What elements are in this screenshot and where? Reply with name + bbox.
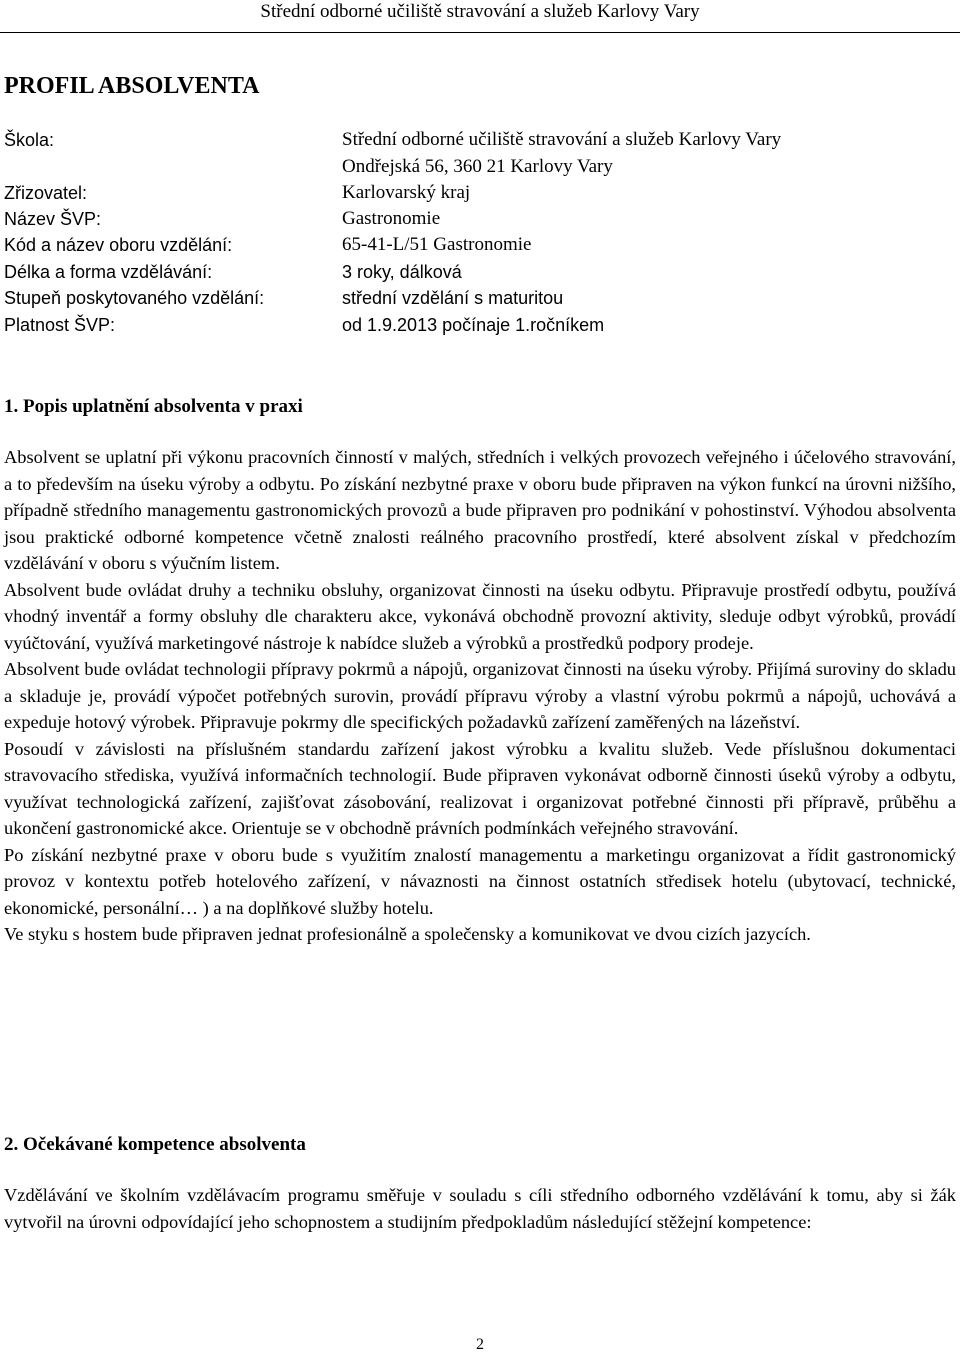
section-2-body (4, 1182, 956, 1235)
founder-label: Zřizovatel: (4, 183, 88, 203)
field-value: 65-41-L/51 Gastronomie (342, 234, 532, 255)
section-1-heading: 1. Popis uplatnění absolventa v praxi (4, 396, 303, 417)
validity-value: od 1.9.2013 počínaje 1.ročníkem (342, 315, 605, 335)
section-2-heading: 2. Očekávané kompetence absolventa (4, 1134, 306, 1155)
profile-row-school (4, 127, 954, 153)
profile-row-founder (4, 180, 954, 206)
duration-value: 3 roky, dálková (342, 262, 462, 282)
duration-label: Délka a forma vzdělávání: (4, 262, 213, 282)
document-title: PROFIL ABSOLVENTA (4, 73, 260, 99)
level-label: Stupeň poskytovaného vzdělání: (4, 288, 265, 308)
profile-row-level (4, 285, 954, 311)
section-1-paragraph: Ve styku s hostem bude připraven jednat profesionálně a společensky a komunikovat ve dvou cizích jazycích. (4, 924, 811, 944)
school-label: Škola: (4, 130, 55, 150)
page-number: 2 (476, 1336, 484, 1353)
svp-name-label: Název ŠVP: (4, 209, 102, 229)
section-1-paragraph: Absolvent bude ovládat technologii přípravy pokrmů a nápojů, organizovat činnosti na úseku výroby. Přijímá suroviny do skladu a skladuje je, provádí výpočet potřebných surovin, provádí přípravu výroby a vlastní výrobu pokrmů a nápojů, uchovává a expeduje hotový výrobek. Připravuje pokrmy dle specifických požadavků zařízení zaměřených na lázeňství. (4, 659, 956, 732)
svp-name-value: Gastronomie (342, 208, 441, 229)
validity-label: Platnost ŠVP: (4, 315, 116, 335)
profile-row-field (4, 232, 954, 258)
address-value: Ondřejská 56, 360 21 Karlovy Vary (342, 156, 613, 177)
section-2-paragraph: Vzdělávání ve školním vzdělávacím programu směřuje v souladu s cíli středního odborného vzdělávání k tomu, aby si žák vytvořil na úrovni odpovídající jeho schopnostem a studijním předpokladům následující stěžejní kompetence: (4, 1185, 956, 1232)
school-value: Střední odborné učiliště stravování a služeb Karlovy Vary (342, 129, 782, 150)
profile-row-duration (4, 259, 954, 285)
field-label: Kód a název oboru vzdělání: (4, 235, 233, 255)
profile-row-address (4, 154, 954, 180)
profile-row-validity (4, 312, 954, 338)
running-header: Střední odborné učiliště stravování a služeb Karlovy Vary (260, 1, 700, 22)
section-1-body (4, 444, 956, 948)
section-1-paragraph: Absolvent se uplatní při výkonu pracovních činností v malých, středních i velkých provozech veřejného i účelového stravování, a to především na úseku výroby a odbytu. Po získání nezbytné praxe v oboru bude připraven na výkon funkcí na úrovni nižšího, případně středního managementu gastronomických provozů a bude připraven pro podnikání v pohostinství. Výhodou absolventa jsou praktické odborné kompetence včetně znalosti reálného pracovního prostředí, které absolvent získal v předchozím vzdělávání v oboru s výučním listem. (4, 447, 956, 573)
level-value: střední vzdělání s maturitou (342, 288, 564, 308)
section-1-paragraph: Posoudí v závislosti na příslušném standardu zařízení jakost výrobku a kvalitu služeb. Vede příslušnou dokumentaci stravovacího střediska, využívá informačních technologií. Bude připraven vykonávat odborně činnosti úseků výroby a odbytu, využívat technologická zařízení, zajišťovat zásobování, realizovat i organizovat potřebné činnosti při přípravě, průběhu a ukončení gastronomické akce. Orientuje se v obchodně právních podmínkách veřejného stravování. (4, 738, 956, 838)
founder-value: Karlovarský kraj (342, 182, 471, 203)
profile-row-svp-name (4, 206, 954, 232)
section-1-paragraph: Absolvent bude ovládat druhy a techniku obsluhy, organizovat činnosti na úseku odbytu. Připravuje prostředí odbytu, používá vhodný inventář a formy obsluhy dle charakteru akce, vykonává obchodně provozní aktivity, sleduje odbyt výrobků, provádí vyúčtování, využívá marketingové nástroje k nabídce služeb a výrobků a prostředků podpory prodeje. (4, 579, 956, 653)
header-rule (0, 32, 960, 33)
section-1-paragraph: Po získání nezbytné praxe v oboru bude s využitím znalostí managementu a marketingu organizovat a řídit gastronomický provoz v kontextu potřeb hotelového zařízení, v návaznosti na činnost ostatních středisek hotelu (ubytovací, technické, ekonomické, personální… ) a na doplňkové služby hotelu. (4, 844, 956, 918)
